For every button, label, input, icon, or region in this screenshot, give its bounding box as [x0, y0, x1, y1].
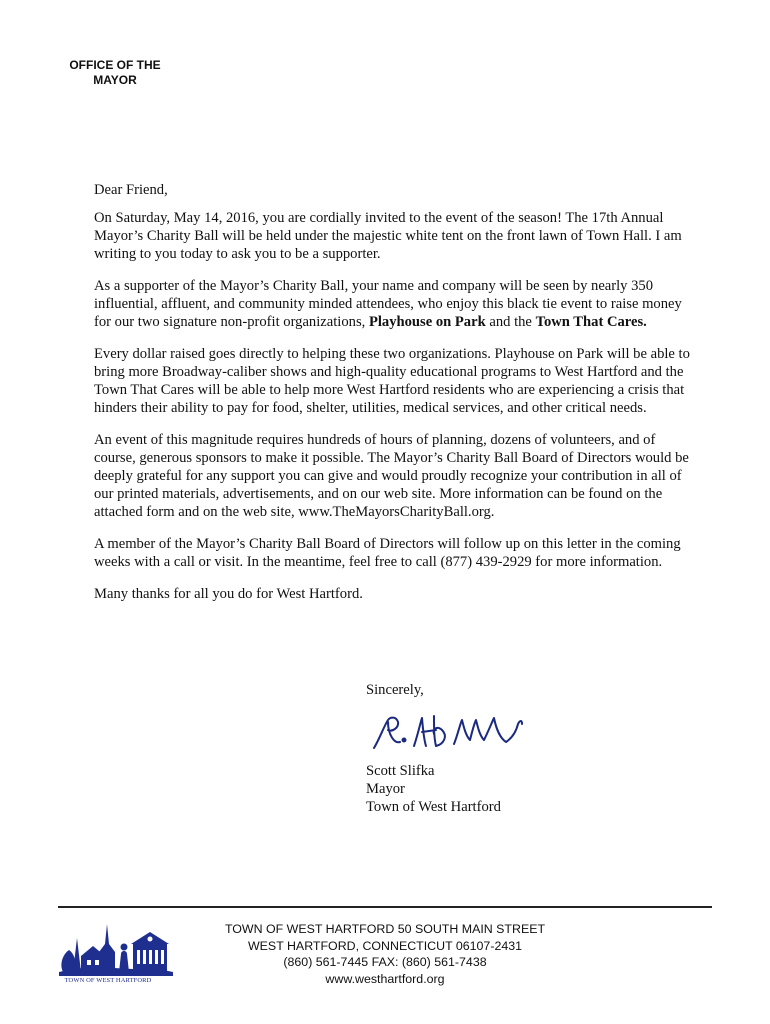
signer-organization: Town of West Hartford — [366, 799, 501, 815]
paragraph-invitation: On Saturday, May 14, 2016, you are cordially invited to the event of the season! The 17th Annual Mayor’s Charity Ball will be held under the majestic white tent on the front lawn of Town Hall. I am writing to you today to ask you to be a supporter. — [94, 210, 682, 262]
signer-title: Mayor — [366, 781, 405, 797]
signer-name: Scott Slifka — [366, 763, 435, 779]
paragraph-organizations: Every dollar raised goes directly to helping these two organizations. Playhouse on Park will be able to bring more Broadway-caliber shows and high-quality educational programs to West Hartford and the Town That Cares will be able to help more West Hartford residents who are experiencing a crisis that hinders their ability to pay for food, shelter, utilities, medical services, and other critical needs. — [94, 346, 690, 416]
paragraph-supporter — [94, 277, 694, 331]
signature-image — [366, 708, 536, 763]
office-line-1: OFFICE OF THE — [69, 58, 161, 72]
signer-block — [366, 762, 501, 816]
footer-line-3: (860) 561-7445 FAX: (860) 561-7438 — [283, 955, 487, 969]
office-line-2: MAYOR — [93, 73, 137, 87]
salutation: Dear Friend, — [94, 182, 168, 198]
paragraph-supporter-text: As a supporter of the Mayor’s Charity Ball, your name and company will be seen by nearly 350 influential, affluent, and community minded attendees, who enjoy this black tie event to raise money for our two signature non-profit organizations, — [94, 278, 682, 330]
org-playhouse-on-park: Playhouse on Park — [368, 314, 486, 330]
logo-caption: TOWN OF WEST HARTFORD — [64, 977, 152, 984]
footer-website[interactable]: www.westhartford.org — [325, 971, 445, 986]
paragraph-followup: A member of the Mayor’s Charity Ball Board of Directors will follow up on this letter in the coming weeks with a call or visit. In the meantime, feel free to call (877) 439-2929 for more information. — [94, 536, 681, 570]
paragraph-thanks: Many thanks for all you do for West Hartford. — [94, 586, 363, 602]
office-heading — [60, 58, 170, 88]
footer-divider — [58, 906, 712, 908]
paragraph-sponsors: An event of this magnitude requires hundreds of hours of planning, dozens of volunteers, and of course, generous sponsors to make it possible. The Mayor’s Charity Ball Board of Directors would be deeply grateful for any support you can give and would proudly recognize your contribution in all of our printed materials, advertisements, and on our web site. More information can be found on the attached form and on the web site, www.TheMayorsCharityBall.org. — [94, 432, 689, 520]
footer-address — [205, 921, 565, 987]
letter-body — [94, 181, 694, 617]
footer-line-1: TOWN OF WEST HARTFORD 50 SOUTH MAIN STREET — [224, 922, 546, 936]
org-town-that-cares: Town That Cares. — [535, 314, 647, 330]
paragraph-supporter-and: and the — [485, 314, 536, 330]
footer-line-2: WEST HARTFORD, CONNECTICUT 06107-2431 — [247, 938, 523, 953]
closing: Sincerely, — [366, 682, 424, 698]
